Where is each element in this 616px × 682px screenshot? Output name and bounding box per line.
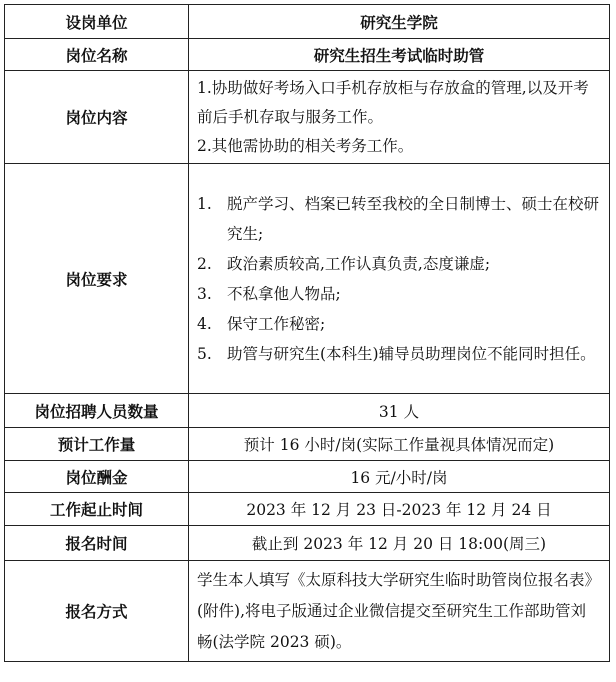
requirement-text: 不私拿他人物品; (227, 284, 341, 303)
requirement-number: 3. (197, 284, 212, 303)
requirement-text: 脱产学习、档案已转至我校的全日制博士、硕士在校研究生; (227, 194, 600, 243)
requirement-item (197, 279, 601, 309)
requirement-item (197, 189, 601, 249)
content-item-1: 1.协助做好考场入口手机存放柜与存放盒的管理,以及开考前后手机存取与服务工作。 (197, 78, 589, 126)
row-name (5, 39, 610, 71)
value-unit: 研究生学院 (189, 5, 610, 39)
label-method: 报名方式 (5, 561, 189, 662)
row-requirements (5, 164, 610, 394)
label-deadline: 报名时间 (5, 526, 189, 561)
value-method (189, 561, 610, 662)
value-period: 2023 年 12 月 23 日-2023 年 12 月 24 日 (189, 493, 610, 526)
value-name: 研究生招生考试临时助管 (189, 39, 610, 71)
row-count (5, 394, 610, 428)
content-item-2: 2.其他需协助的相关考务工作。 (197, 136, 414, 155)
requirement-item (197, 339, 601, 369)
requirement-text: 助管与研究生(本科生)辅导员助理岗位不能同时担任。 (227, 344, 596, 363)
row-workload (5, 428, 610, 461)
requirement-item (197, 249, 601, 279)
label-requirements: 岗位要求 (5, 164, 189, 394)
requirement-number: 4. (197, 314, 212, 333)
requirement-text: 政治素质较高,工作认真负责,态度谦虚; (227, 254, 491, 273)
value-content (189, 71, 610, 164)
row-deadline (5, 526, 610, 561)
value-requirements (189, 164, 610, 394)
label-content: 岗位内容 (5, 71, 189, 164)
row-pay (5, 461, 610, 493)
row-unit (5, 5, 610, 39)
value-pay: 16 元/小时/岗 (189, 461, 610, 493)
label-workload: 预计工作量 (5, 428, 189, 461)
requirement-number: 5. (197, 344, 212, 363)
requirement-number: 2. (197, 254, 212, 273)
label-pay: 岗位酬金 (5, 461, 189, 493)
recruitment-table (4, 4, 610, 662)
label-period: 工作起止时间 (5, 493, 189, 526)
value-deadline: 截止到 2023 年 12 月 20 日 18:00(周三) (189, 526, 610, 561)
row-content (5, 71, 610, 164)
requirement-text: 保守工作秘密; (227, 314, 326, 333)
row-period (5, 493, 610, 526)
label-count: 岗位招聘人员数量 (5, 394, 189, 428)
row-method (5, 561, 610, 662)
requirement-item (197, 309, 601, 339)
label-unit: 设岗单位 (5, 5, 189, 39)
label-name: 岗位名称 (5, 39, 189, 71)
requirement-number: 1. (197, 194, 212, 213)
method-text: 学生本人填写《太原科技大学研究生临时助管岗位报名表》(附件),将电子版通过企业微信提交至研究生工作部助管刘畅(法学院 2023 硕)。 (197, 570, 601, 651)
value-count: 31 人 (189, 394, 610, 428)
value-workload: 预计 16 小时/岗(实际工作量视具体情况而定) (189, 428, 610, 461)
